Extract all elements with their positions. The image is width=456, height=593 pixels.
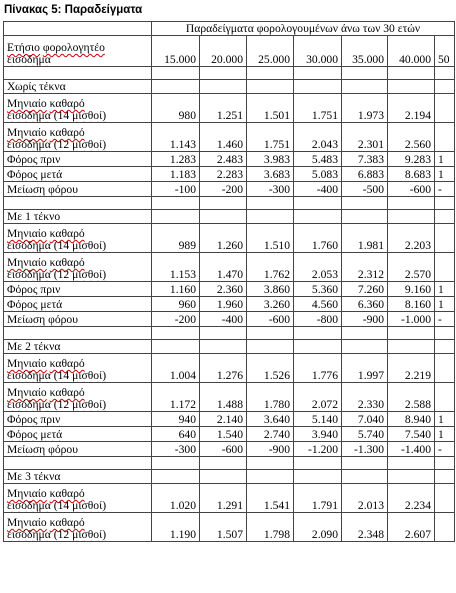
table-cell: 1.470 [200, 253, 247, 282]
table-cell: 3.860 [247, 282, 294, 297]
table-row [4, 412, 455, 427]
table-cell: 2.234 [388, 484, 435, 513]
row-label-line: Φόρος πριν [7, 283, 61, 296]
table-cell: -1.400 [388, 442, 435, 457]
table-cell: 9.160 [388, 282, 435, 297]
table-cell: 1 [435, 297, 455, 312]
row-label [4, 282, 152, 297]
group-title-row [4, 210, 455, 224]
table-cell: 3.683 [247, 167, 294, 182]
income-value: 35.000 [342, 36, 388, 67]
table-cell: 2.330 [342, 383, 388, 412]
row-label [4, 412, 152, 427]
table-cell: 640 [152, 427, 200, 442]
table-cell: 5.360 [294, 282, 342, 297]
table-cell: 1.762 [247, 253, 294, 282]
table-cell: 1.973 [342, 94, 388, 123]
table-cell: 1.160 [152, 282, 200, 297]
table-cell: 2.194 [388, 94, 435, 123]
table-cell: 1.183 [152, 167, 200, 182]
table-cell: 2.607 [388, 513, 435, 542]
table-cell: -600 [200, 442, 247, 457]
table-cell [435, 253, 455, 282]
table-cell: -400 [200, 312, 247, 327]
table-cell: 2.360 [200, 282, 247, 297]
row-label [4, 182, 152, 197]
table-cell: 8.683 [388, 167, 435, 182]
table-row [4, 427, 455, 442]
row-label [4, 442, 152, 457]
table-cell: 1.251 [200, 94, 247, 123]
table-cell: 1.004 [152, 354, 200, 383]
table-cell: 2.072 [294, 383, 342, 412]
table-cell [435, 354, 455, 383]
examples-table [3, 21, 455, 542]
row-label-line: Φόρος μετά [7, 298, 63, 311]
row-label-line: Μηνιαίο καθαρό [7, 126, 85, 139]
table-cell: -900 [247, 442, 294, 457]
table-cell: -1.300 [342, 442, 388, 457]
group-title: Με 2 τέκνα [4, 340, 152, 354]
table-cell: 1.276 [200, 354, 247, 383]
row-label-line: Μηνιαίο καθαρό [7, 97, 85, 110]
table-cell: 1 [435, 152, 455, 167]
table-cell: 9.283 [388, 152, 435, 167]
row-label [4, 297, 152, 312]
group-title: Χωρίς τέκνα [4, 80, 152, 94]
row-label-line: εισόδημα (12 μισθοί) [7, 268, 107, 281]
table-row [4, 253, 455, 282]
table-cell: 6.883 [342, 167, 388, 182]
table-cell: -800 [294, 312, 342, 327]
table-row [4, 354, 455, 383]
row-label-line: Φόρος μετά [7, 168, 63, 181]
table-row [4, 282, 455, 297]
table-row [4, 167, 455, 182]
table-cell: 8.160 [388, 297, 435, 312]
row-label [4, 94, 152, 123]
table-cell: 2.140 [200, 412, 247, 427]
table-cell: 5.083 [294, 167, 342, 182]
row-label [4, 354, 152, 383]
table-cell: 1.997 [342, 354, 388, 383]
table-cell: 1 [435, 412, 455, 427]
table-cell: 8.940 [388, 412, 435, 427]
table-row [4, 152, 455, 167]
row-label [4, 484, 152, 513]
spacer-row [4, 327, 455, 340]
table-cell: 2.043 [294, 123, 342, 152]
spacer-row [4, 197, 455, 210]
table-cell: 1.143 [152, 123, 200, 152]
table-cell: 1.283 [152, 152, 200, 167]
table-cell [435, 484, 455, 513]
table-cell: 1.507 [200, 513, 247, 542]
row-label [4, 312, 152, 327]
table-cell [435, 224, 455, 253]
corner-cell [4, 22, 152, 36]
table-cell: -1.200 [294, 442, 342, 457]
table-cell: -300 [247, 182, 294, 197]
table-cell: 1.791 [294, 484, 342, 513]
row-label-line: Ετήσιο φορολογητέο [7, 41, 105, 54]
table-cell: 1.488 [200, 383, 247, 412]
table-cell: 1.776 [294, 354, 342, 383]
table-cell: 2.013 [342, 484, 388, 513]
row-label-line: Φόρος μετά [7, 428, 63, 441]
row-label [4, 152, 152, 167]
table-cell: 1.510 [247, 224, 294, 253]
table-cell: 4.560 [294, 297, 342, 312]
table-cell: 1 [435, 167, 455, 182]
table-cell: -200 [200, 182, 247, 197]
group-title-row [4, 470, 455, 484]
table-cell: 1.540 [200, 427, 247, 442]
table-cell: 6.360 [342, 297, 388, 312]
table-cell: 1.153 [152, 253, 200, 282]
table-cell: 1.760 [294, 224, 342, 253]
table-cell: 3.983 [247, 152, 294, 167]
row-label-line: Μηνιαίο καθαρό [7, 487, 85, 500]
spacer-row [4, 67, 455, 80]
table-cell: 1.780 [247, 383, 294, 412]
table-row [4, 442, 455, 457]
table-cell: 7.260 [342, 282, 388, 297]
row-label-line: εισόδημα (12 μισθοί) [7, 528, 107, 541]
income-value: 40.000 [388, 36, 435, 67]
table-cell: 2.283 [200, 167, 247, 182]
table-cell: 1.960 [200, 297, 247, 312]
table-cell: 3.260 [247, 297, 294, 312]
row-label-line: εισόδημα (12 μισθοί) [7, 398, 107, 411]
row-label-line: εισόδημα (14 μισθοί) [7, 239, 107, 252]
income-value: 25.000 [247, 36, 294, 67]
group-title-row [4, 340, 455, 354]
table-cell: 2.053 [294, 253, 342, 282]
row-label-line: Μηνιαίο καθαρό [7, 357, 85, 370]
table-row [4, 513, 455, 542]
table-cell: -100 [152, 182, 200, 197]
row-label-line: Μείωση φόρου [7, 443, 78, 456]
table-cell: -500 [342, 182, 388, 197]
table-cell: 2.301 [342, 123, 388, 152]
table-cell: -200 [152, 312, 200, 327]
table-cell: 3.640 [247, 412, 294, 427]
table-cell: 989 [152, 224, 200, 253]
table-cell: 5.140 [294, 412, 342, 427]
table-row [4, 182, 455, 197]
row-label-line: εισόδημα (14 μισθοί) [7, 499, 107, 512]
table-cell: 2.090 [294, 513, 342, 542]
group-title: Με 3 τέκνα [4, 470, 152, 484]
table-cell: 2.312 [342, 253, 388, 282]
table-cell: 1.260 [200, 224, 247, 253]
table-row [4, 224, 455, 253]
table-cell: 2.348 [342, 513, 388, 542]
table-cell: 2.560 [388, 123, 435, 152]
row-label-line: Μείωση φόρου [7, 313, 78, 326]
table-row [4, 484, 455, 513]
table-cell: 1 [435, 282, 455, 297]
table-cell: 2.483 [200, 152, 247, 167]
group-title-row [4, 80, 455, 94]
table-cell: 1.291 [200, 484, 247, 513]
table-cell: 1.172 [152, 383, 200, 412]
table-cell: 5.740 [342, 427, 388, 442]
table-cell: 1.526 [247, 354, 294, 383]
table-cell: 2.219 [388, 354, 435, 383]
table-cell: 2.588 [388, 383, 435, 412]
table-cell: -1.000 [388, 312, 435, 327]
table-cell: 7.540 [388, 427, 435, 442]
income-value: 50 [435, 36, 455, 67]
row-label [4, 513, 152, 542]
table-cell: 980 [152, 94, 200, 123]
table-cell: 5.483 [294, 152, 342, 167]
table-cell [435, 513, 455, 542]
table-cell [435, 94, 455, 123]
row-label-line: Φόρος πριν [7, 413, 61, 426]
row-label-line: Μείωση φόρου [7, 183, 78, 196]
table-cell: 1.190 [152, 513, 200, 542]
table-cell: -600 [388, 182, 435, 197]
row-label-line: εισόδημα [7, 53, 51, 66]
group-title: Με 1 τέκνο [4, 210, 152, 224]
table-cell: 1.981 [342, 224, 388, 253]
income-label [4, 36, 152, 67]
table-cell: 2.570 [388, 253, 435, 282]
row-label-line: εισόδημα (14 μισθοί) [7, 369, 107, 382]
table-row [4, 94, 455, 123]
row-label-line: εισόδημα (12 μισθοί) [7, 138, 107, 151]
table-cell: 960 [152, 297, 200, 312]
income-row [4, 36, 455, 67]
row-label [4, 383, 152, 412]
row-label [4, 427, 152, 442]
row-label [4, 253, 152, 282]
table-cell: - [435, 442, 455, 457]
table-cell: - [435, 182, 455, 197]
income-value: 15.000 [152, 36, 200, 67]
table-row [4, 297, 455, 312]
table-cell: 7.040 [342, 412, 388, 427]
table-cell: -900 [342, 312, 388, 327]
row-label-line: Μηνιαίο καθαρό [7, 256, 85, 269]
row-label-line: Μηνιαίο καθαρό [7, 516, 85, 529]
table-row [4, 383, 455, 412]
table-cell: 940 [152, 412, 200, 427]
income-value: 20.000 [200, 36, 247, 67]
table-cell [435, 383, 455, 412]
table-cell: 1.020 [152, 484, 200, 513]
table-cell: 7.383 [342, 152, 388, 167]
table-caption: Πίνακας 5: Παραδείγματα [4, 4, 143, 16]
table-cell: 1.501 [247, 94, 294, 123]
row-label-line: εισόδημα (14 μισθοί) [7, 109, 107, 122]
income-value: 30.000 [294, 36, 342, 67]
table-cell: 1.460 [200, 123, 247, 152]
row-label-line: Φόρος πριν [7, 153, 61, 166]
row-label [4, 167, 152, 182]
table-cell [435, 123, 455, 152]
table-cell: 2.203 [388, 224, 435, 253]
table-cell: 1.541 [247, 484, 294, 513]
table-cell: 1.798 [247, 513, 294, 542]
table-cell: -400 [294, 182, 342, 197]
table-cell: - [435, 312, 455, 327]
table-cell: -600 [247, 312, 294, 327]
table-row [4, 312, 455, 327]
row-label-line: Μηνιαίο καθαρό [7, 386, 85, 399]
table-cell: 1.751 [294, 94, 342, 123]
table-cell: 2.740 [247, 427, 294, 442]
table-cell: 1 [435, 427, 455, 442]
table-cell: -300 [152, 442, 200, 457]
table-cell: 3.940 [294, 427, 342, 442]
row-label [4, 224, 152, 253]
table-cell: 1.751 [247, 123, 294, 152]
row-label-line: Μηνιαίο καθαρό [7, 227, 85, 240]
row-label [4, 123, 152, 152]
table-header: Παραδείγματα φορολογουμένων άνω των 30 ετών [152, 22, 455, 36]
table-row [4, 123, 455, 152]
spacer-row [4, 457, 455, 470]
